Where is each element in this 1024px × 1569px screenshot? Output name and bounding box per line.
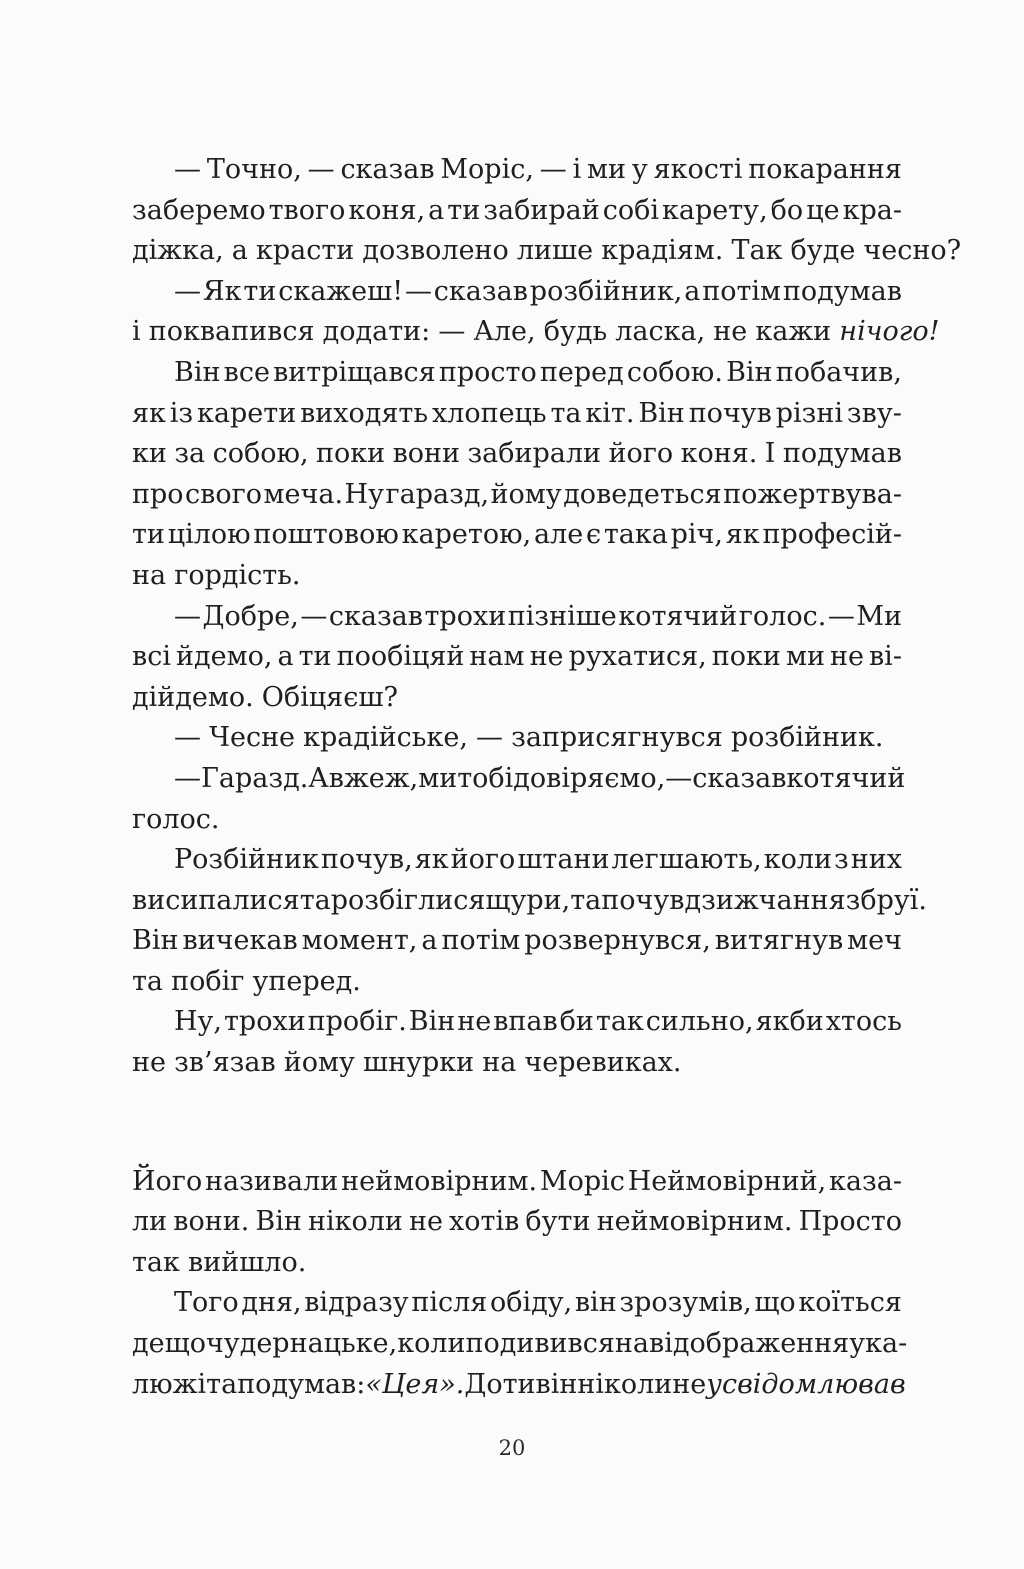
text-line [132, 962, 902, 1003]
word: заприсягнувся [511, 722, 723, 754]
word: неймовірним. [341, 1165, 538, 1197]
word: ніколи [577, 1368, 673, 1400]
word: Він [638, 397, 685, 429]
word: із [169, 397, 194, 429]
paragraph [132, 150, 962, 272]
word: побіг [171, 965, 245, 997]
word: збруї. [845, 884, 928, 916]
word: як [725, 519, 760, 551]
word: це [806, 194, 840, 226]
word: а [421, 925, 438, 957]
word: черевиках. [524, 1047, 682, 1079]
word: зв’язав [174, 1047, 276, 1079]
word: усвідомлював [706, 1368, 906, 1400]
word: Як [202, 275, 242, 307]
word: каза- [829, 1165, 902, 1197]
word: буде [790, 235, 856, 267]
word: але [533, 519, 584, 551]
word: йдемо, [176, 641, 273, 673]
word: коли [397, 1328, 466, 1360]
word: крадіям. [601, 235, 724, 267]
word: Ну, [174, 1006, 223, 1038]
paragraph [132, 597, 902, 719]
word: красти [255, 235, 355, 267]
word: річ, [670, 519, 723, 551]
word: та [570, 884, 602, 916]
word: відразу [304, 1287, 409, 1319]
text-section-top [132, 150, 962, 1084]
word: дещо [132, 1328, 206, 1360]
word: не [672, 1368, 707, 1400]
word: меч [847, 925, 902, 957]
word: вийшло. [188, 1246, 307, 1278]
word: сильно, [645, 1006, 754, 1038]
word: Обіцяєш? [261, 681, 398, 713]
word: котячий [786, 762, 906, 794]
word: не [408, 1206, 443, 1238]
word: — [307, 154, 335, 185]
word: подивився [465, 1328, 615, 1360]
word: Він [132, 925, 179, 957]
word: скажеш! [278, 275, 404, 307]
word: — [539, 154, 567, 185]
word: пробіг. [307, 1006, 407, 1038]
word: відображення [649, 1328, 850, 1360]
paragraph [132, 759, 906, 840]
text-line [132, 353, 902, 394]
text-line [132, 921, 902, 962]
word: почув [688, 397, 772, 429]
word: уперед. [252, 965, 361, 997]
paragraph [132, 718, 902, 759]
text-line [132, 1202, 902, 1243]
word: хтось [825, 1006, 902, 1038]
word: кра- [842, 194, 902, 226]
text-line [132, 434, 902, 475]
word: будь [543, 316, 608, 348]
text-line [132, 556, 902, 597]
word: не [829, 641, 864, 673]
word: ти [243, 275, 277, 307]
word: хотів [449, 1206, 520, 1238]
word: ти [298, 641, 332, 673]
word: Ну [344, 478, 384, 510]
word: Моріс, [440, 154, 534, 185]
word: його [450, 844, 516, 876]
word: пожертвува- [723, 478, 902, 510]
word: ми [785, 641, 825, 673]
word: кіт. [585, 397, 635, 429]
word: Чесне [209, 722, 296, 754]
word: вичекав [182, 925, 298, 957]
word: карету, [662, 194, 768, 226]
word: Ми [856, 600, 902, 632]
word: обіду, [489, 1287, 573, 1319]
text-line [132, 312, 940, 353]
word: він [535, 1368, 578, 1400]
word: поки [711, 641, 781, 673]
word: рухатися, [568, 641, 707, 673]
word: на [482, 1047, 517, 1079]
word: Так [731, 235, 783, 267]
word: хлопець [431, 397, 547, 429]
word: — [174, 154, 201, 185]
word: поки [316, 438, 386, 470]
word: Добре, [202, 600, 299, 632]
word: Того [174, 1287, 239, 1319]
word: якості [653, 154, 743, 185]
word: — [300, 600, 328, 632]
word: висипалися [132, 884, 300, 916]
word: котячий [618, 600, 738, 632]
word: щури, [485, 884, 571, 916]
word: них [850, 844, 902, 876]
word: гаразд, [385, 478, 490, 510]
word: Він [174, 356, 221, 388]
word: нічого! [839, 316, 940, 348]
word: карети [197, 397, 297, 429]
word: а [684, 275, 701, 307]
word: пообіцяй [336, 641, 465, 673]
word: «Це [365, 1368, 422, 1400]
word: я». [421, 1368, 465, 1400]
paragraph [132, 840, 928, 1002]
word: меча. [263, 478, 344, 510]
word: — [438, 316, 466, 348]
word: йому [283, 1047, 355, 1079]
word: Його [132, 1165, 203, 1197]
word: Він [255, 1206, 302, 1238]
word: — [174, 762, 201, 794]
paragraph [132, 1162, 902, 1284]
text-line [132, 394, 902, 435]
word: сказав [340, 154, 435, 185]
word: впав [493, 1006, 558, 1038]
word: ніколи [307, 1206, 403, 1238]
text-line [132, 1324, 908, 1365]
text-line [132, 1002, 902, 1043]
text-line [132, 759, 906, 800]
word: подумав [782, 438, 902, 470]
word: поквапився [148, 316, 315, 348]
word: що [754, 1287, 796, 1319]
word: вони. [173, 1206, 250, 1238]
word: зву- [846, 397, 902, 429]
word: його [608, 438, 674, 470]
word: всі [132, 641, 171, 673]
paragraph [132, 1002, 902, 1083]
word: розбіглися [330, 884, 486, 916]
word: Моріс [539, 1165, 625, 1197]
paragraph [132, 272, 940, 353]
word: Він [408, 1006, 456, 1038]
word: неймовірним. [596, 1206, 793, 1238]
word: різні [775, 397, 844, 429]
text-line [132, 678, 902, 719]
word: професій- [762, 519, 902, 551]
word: бути [525, 1206, 591, 1238]
word: поштовою [253, 519, 399, 551]
word: собою, [212, 438, 309, 470]
word: є [585, 519, 602, 551]
word: ки [132, 438, 167, 470]
word: все [223, 356, 270, 388]
text-line [132, 1162, 902, 1203]
word: довіряємо, [513, 762, 666, 794]
text-line [132, 231, 962, 272]
word: крадійське, [303, 722, 468, 754]
word: Він [726, 356, 773, 388]
word: Гаразд. [201, 762, 309, 794]
word: не [713, 316, 748, 348]
word: ти [447, 194, 481, 226]
word: і [572, 154, 582, 185]
word: ласка, [615, 316, 706, 348]
word: вони [392, 438, 461, 470]
word: коли [763, 844, 832, 876]
word: чудернацьке, [205, 1328, 398, 1360]
word: ми [418, 762, 458, 794]
word: а [231, 235, 248, 267]
word: шнурки [362, 1047, 475, 1079]
word: на [132, 559, 167, 591]
word: Авжеж, [308, 762, 419, 794]
word: дзижчання [684, 884, 846, 916]
word: заберемо [132, 194, 266, 226]
word: коїться [798, 1287, 902, 1319]
word: — [404, 275, 432, 307]
word: коня. [680, 438, 758, 470]
word: — [476, 722, 504, 754]
section-break [132, 1084, 902, 1162]
text-line [132, 1365, 906, 1406]
word: доведеться [563, 478, 722, 510]
word: Розбійник [174, 844, 319, 876]
word: Неймовірний, [627, 1165, 827, 1197]
word: про [132, 478, 184, 510]
word: — [174, 722, 201, 754]
word: а [428, 194, 445, 226]
word: почув, [320, 844, 413, 876]
word: твого [268, 194, 346, 226]
word: бо [770, 194, 804, 226]
word: витягнув [714, 925, 844, 957]
word: ві- [868, 641, 902, 673]
word: ти [132, 519, 165, 551]
word: з [834, 844, 849, 876]
word: як [132, 397, 166, 429]
word: трохи [223, 1006, 306, 1038]
word: дозволено [362, 235, 509, 267]
paragraph [132, 1283, 908, 1405]
word: така [603, 519, 668, 551]
word: Доти [464, 1368, 536, 1400]
word: діжка, [132, 235, 224, 267]
word: сказав [692, 762, 787, 794]
word: як [414, 844, 449, 876]
word: голос. [738, 600, 827, 632]
word: так [132, 1246, 180, 1278]
word: сказав [433, 275, 528, 307]
paragraph [132, 353, 902, 597]
word: просто [438, 356, 537, 388]
word: почув [601, 884, 685, 916]
word: йому [490, 478, 562, 510]
word: нам [469, 641, 525, 673]
word: пізніше [507, 600, 617, 632]
word: у [631, 154, 648, 185]
word: побачив, [775, 356, 902, 388]
word: якби [755, 1006, 824, 1038]
word: штани [517, 844, 610, 876]
word: за [174, 438, 206, 470]
text-line [132, 881, 928, 922]
word: собі [602, 194, 659, 226]
word: лише [516, 235, 594, 267]
word: ли [132, 1206, 168, 1238]
word: розвернувся, [524, 925, 711, 957]
word: та [550, 397, 582, 429]
word: забирай [483, 194, 600, 226]
word: він [574, 1287, 617, 1319]
word: тобі [457, 762, 514, 794]
word: трохи [424, 600, 507, 632]
word: так [595, 1006, 644, 1038]
word: Просто [798, 1206, 902, 1238]
word: свого [185, 478, 263, 510]
text-line [132, 1043, 902, 1084]
text-line [132, 1243, 902, 1284]
text-line [132, 515, 902, 556]
word: додати: [322, 316, 431, 348]
word: ка- [865, 1328, 908, 1360]
word: сказав [328, 600, 423, 632]
page-number: 20 [498, 1436, 526, 1460]
text-line [132, 597, 902, 638]
word: забирали [467, 438, 602, 470]
word: Але, [473, 316, 536, 348]
text-line [132, 150, 902, 191]
word: потім [702, 275, 782, 307]
text-section-bottom [132, 1162, 908, 1406]
word: у [849, 1328, 866, 1360]
word: каретою, [401, 519, 532, 551]
word: цілою [167, 519, 251, 551]
word: ми [587, 154, 627, 185]
word: — [174, 600, 201, 632]
text-line [132, 840, 902, 881]
word: не [529, 641, 564, 673]
word: покарання [748, 154, 902, 185]
word: кажи [755, 316, 832, 348]
word: гордість. [174, 559, 301, 591]
word: потім [441, 925, 521, 957]
word: коня, [348, 194, 426, 226]
text-line [132, 191, 902, 232]
text-line [132, 718, 902, 759]
word: та [132, 965, 164, 997]
word: а [277, 641, 294, 673]
body-text [132, 150, 962, 1405]
word: Точно, [206, 154, 302, 185]
word: виходять [300, 397, 429, 429]
word: голос. [132, 803, 220, 835]
word: чесно? [863, 235, 962, 267]
text-line [132, 475, 902, 516]
word: момент, [301, 925, 418, 957]
word: подумав: [237, 1368, 366, 1400]
word: та [206, 1368, 238, 1400]
word: називали [205, 1165, 339, 1197]
word: — [665, 762, 693, 794]
text-line [132, 1283, 902, 1324]
word: перед [539, 356, 624, 388]
word: — [174, 275, 201, 307]
word: легшають, [611, 844, 762, 876]
word: розбійник. [730, 722, 884, 754]
word: після [411, 1287, 488, 1319]
word: І [764, 438, 776, 470]
text-line [132, 800, 902, 841]
word: на [614, 1328, 649, 1360]
word: дня, [241, 1287, 302, 1319]
word: — [827, 600, 855, 632]
word: розбійник, [529, 275, 683, 307]
word: та [299, 884, 331, 916]
word: собою. [626, 356, 723, 388]
word: би [559, 1006, 594, 1038]
word: подумав [782, 275, 902, 307]
word: зрозумів, [619, 1287, 752, 1319]
word: не [457, 1006, 492, 1038]
text-line [132, 272, 902, 313]
word: люжі [132, 1368, 207, 1400]
word: не [132, 1047, 166, 1079]
word: і [132, 316, 141, 348]
word: дійдемо. [132, 681, 254, 713]
word: витріщався [273, 356, 436, 388]
text-line [132, 637, 902, 678]
